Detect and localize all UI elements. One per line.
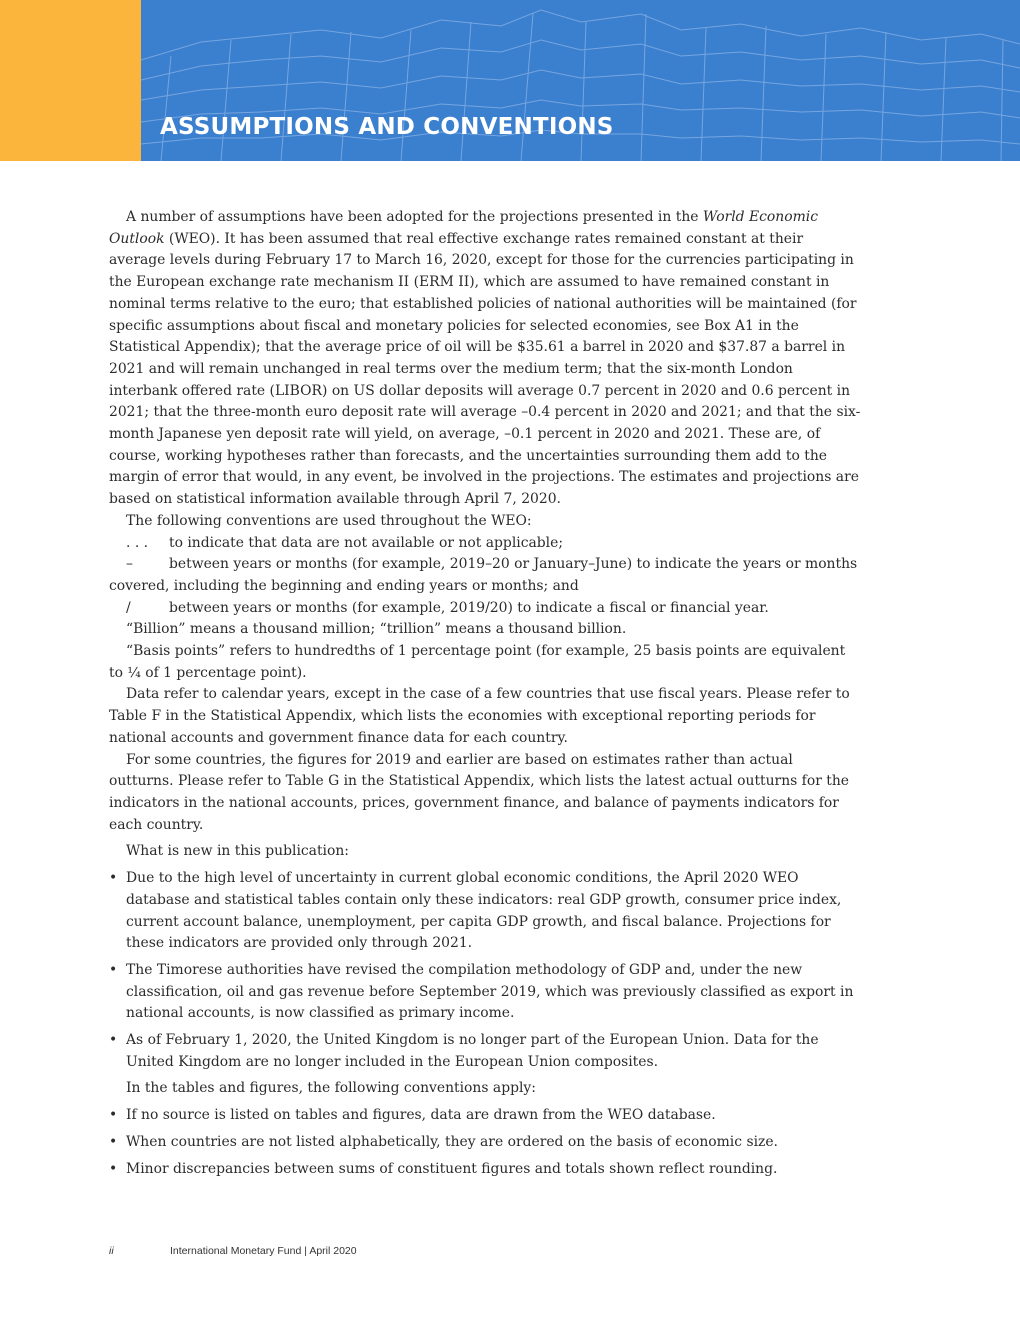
estimates-note: For some countries, the figures for 2019 and earlier are based on estimates rather than actual outturns. Please refer to Table G in the Statistical Appendix, which lists the latest actual outturns for the indicators in the national accounts, prices, government finance, and balance of payments indicators for each country.: [109, 751, 849, 833]
calendar-note: Data refer to calendar years, except in the case of a few countries that use fiscal years. Please refer to Table F in the Statistical Appendix, which lists the economies with exceptional reporting periods for national accounts and government finance data for each country.: [109, 686, 850, 746]
footer-date: April 2020: [309, 1245, 357, 1257]
symbol-ellipsis: . . .: [126, 534, 149, 551]
intro-paragraph: [109, 207, 861, 511]
whats-new-list: [109, 868, 861, 1073]
symbol-dash-text: between years or months (for example, 2019–20 or January–June) to indicate the years or months covered, including the beginning and ending years or months; and: [109, 556, 858, 594]
page-header: [0, 0, 1020, 161]
intro-text-rest: (WEO). It has been assumed that real effective exchange rates remained constant at their average levels during February 17 to March 16, 2020, except for those for the currencies participating in the European exchange rate mechanism II (ERM II), which are assumed to have remained constant in nominal terms relative to the euro; that established policies of national authorities will be maintained (for specific assumptions about fiscal and monetary policies for selected economies, see Box A1 in the Statistical Appendix); that the average price of oil will be $35.61 a barrel in 2020 and $37.87 a barrel in 2021 and will remain unchanged in real terms over the medium term; that the six-month London interbank offered rate (LIBOR) on US dollar deposits will average 0.7 percent in 2020 and 0.6 percent in 2021; that the three-month euro deposit rate will average –0.4 percent in 2020 and 2021; and that the six-month Japanese yen deposit rate will yield, on average, –0.1 percent in 2020 and 2021. These are, of course, working hypotheses rather than forecasts, and the uncertainties surrounding them add to the margin of error that would, in any event, be involved in the projections. The estimates and projections are based on statistical information available through April 7, 2020.: [109, 230, 861, 508]
symbol-slash-text: between years or months (for example, 2019/20) to indicate a fiscal or financial year.: [169, 599, 769, 616]
list-item: • The Timorese authorities have revised the compilation methodology of GDP and, under the new classification, oil and gas revenue before September 2019, which was previously classified as export in national accounts, is now classified as primary income.: [109, 960, 861, 1025]
symbol-ellipsis-text: to indicate that data are not available or not applicable;: [169, 534, 564, 551]
orange-accent-block: [0, 0, 141, 161]
list-item: • If no source is listed on tables and figures, data are drawn from the WEO database.: [109, 1105, 861, 1127]
symbol-slash: /: [126, 599, 131, 616]
billion-note: “Billion” means a thousand million; “trillion” means a thousand billion.: [126, 621, 627, 638]
list-item: • Minor discrepancies between sums of constituent figures and totals shown reflect rounding.: [109, 1159, 861, 1181]
page-title: ASSUMPTIONS AND CONVENTIONS: [160, 114, 614, 140]
symbol-row-ellipsis: [109, 533, 861, 555]
footer-publisher: International Monetary Fund: [170, 1245, 302, 1257]
tables-heading: In the tables and figures, the following conventions apply:: [126, 1080, 536, 1097]
intro-text-start: A number of assumptions have been adopted for the projections presented in the: [126, 209, 703, 225]
footer-publication: [170, 1245, 357, 1257]
symbol-row-dash: [109, 554, 861, 597]
tables-conventions-list: [109, 1105, 861, 1180]
list-item: • As of February 1, 2020, the United Kingdom is no longer part of the European Union. Data for the United Kingdom are no longer included in the European Union composites.: [109, 1030, 861, 1073]
list-item: • Due to the high level of uncertainty in current global economic conditions, the April 2020 WEO database and statistical tables contain only these indicators: real GDP growth, consumer price index, current account balance, unemployment, per capita GDP growth, and fiscal balance. Projections for these indicators are provided only through 2021.: [109, 868, 861, 955]
basis-points-note: “Basis points” refers to hundredths of 1 percentage point (for example, 25 basis points are equivalent to ¼ of 1 percentage point).: [109, 643, 846, 681]
intro-italic-title: World Economic Outlook: [109, 209, 818, 247]
symbol-dash: –: [126, 556, 133, 573]
page-number: ii: [109, 1245, 114, 1257]
list-item: • When countries are not listed alphabetically, they are ordered on the basis of economic size.: [109, 1132, 861, 1154]
whats-new-heading: What is new in this publication:: [126, 843, 349, 860]
symbol-row-slash: [109, 598, 861, 620]
conventions-intro: The following conventions are used throughout the WEO:: [126, 512, 532, 529]
footer-separator: |: [301, 1245, 310, 1257]
main-content: [109, 207, 861, 1180]
